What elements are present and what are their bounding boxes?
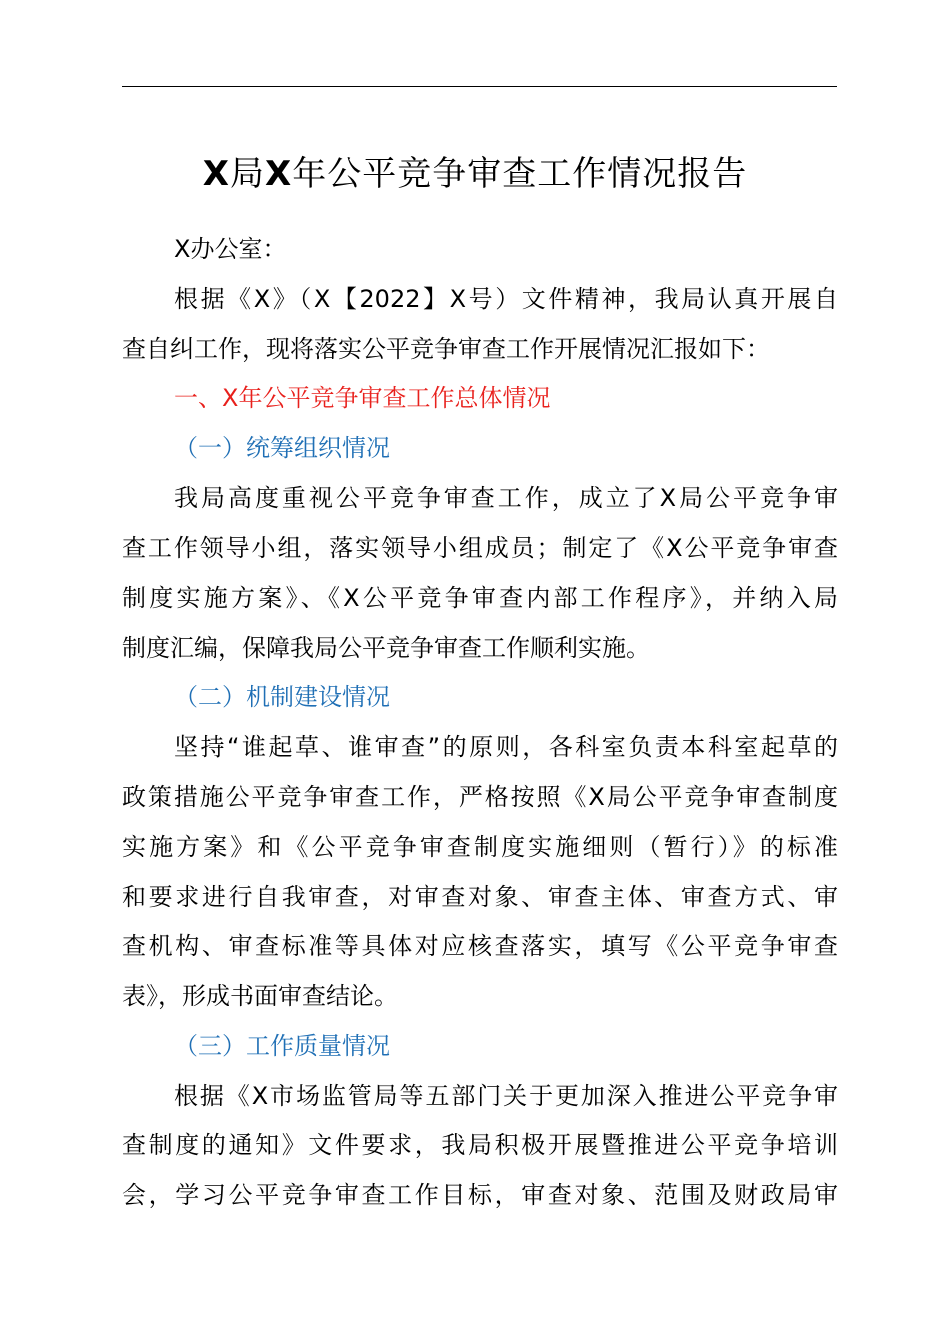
- document-title: [0, 151, 950, 197]
- salutation: X办公室：: [174, 235, 287, 263]
- sub2-line-1: 坚持“谁起草、谁审查”的原则，各科室负责本科室起草的: [174, 733, 838, 761]
- section-1-heading: 一、X年公平竞争审查工作总体情况: [174, 384, 551, 412]
- intro-line-1: 根据《X》（X【2022】X号）文件精神，我局认真开展自: [174, 285, 838, 313]
- sub2-line-3: 实施方案》和《公平竞争审查制度实施细则（暂行）》的标准: [122, 833, 838, 861]
- sub3-line-3: 会，学习公平竞争审查工作目标，审查对象、范围及财政局审: [122, 1181, 838, 1209]
- sub2-line-6: 表》，形成书面审查结论。: [122, 982, 398, 1010]
- sub1-line-4: 制度汇编，保障我局公平竞争审查工作顺利实施。: [122, 634, 650, 662]
- sub1-line-1: 我局高度重视公平竞争审查工作，成立了X局公平竞争审: [174, 484, 838, 512]
- title-x-2: X: [265, 154, 293, 194]
- title-ju: 局: [230, 154, 265, 194]
- intro-line-2: 查自纠工作，现将落实公平竞争审查工作开展情况汇报如下：: [122, 335, 770, 363]
- sub1-line-2: 查工作领导小组，落实领导小组成员；制定了《X公平竞争审查: [122, 534, 838, 562]
- sub2-line-5: 查机构、审查标准等具体对应核查落实，填写《公平竞争审查: [122, 932, 838, 960]
- subsection-3-heading: （三）工作质量情况: [174, 1032, 390, 1060]
- sub2-line-2: 政策措施公平竞争审查工作，严格按照《X局公平竞争审查制度: [122, 783, 838, 811]
- title-x-1: X: [202, 154, 230, 194]
- sub3-line-2: 查制度的通知》文件要求，我局积极开展暨推进公平竞争培训: [122, 1131, 838, 1159]
- sub1-line-3: 制度实施方案》、《X公平竞争审查内部工作程序》，并纳入局: [122, 584, 838, 612]
- header-rule: [122, 86, 837, 87]
- title-rest: 年公平竞争审查工作情况报告: [292, 154, 748, 194]
- sub2-line-4: 和要求进行自我审查，对审查对象、审查主体、审查方式、审: [122, 883, 838, 911]
- subsection-2-heading: （二）机制建设情况: [174, 683, 390, 711]
- subsection-1-heading: （一）统筹组织情况: [174, 434, 390, 462]
- sub3-line-1: 根据《X市场监管局等五部门关于更加深入推进公平竞争审: [174, 1082, 838, 1110]
